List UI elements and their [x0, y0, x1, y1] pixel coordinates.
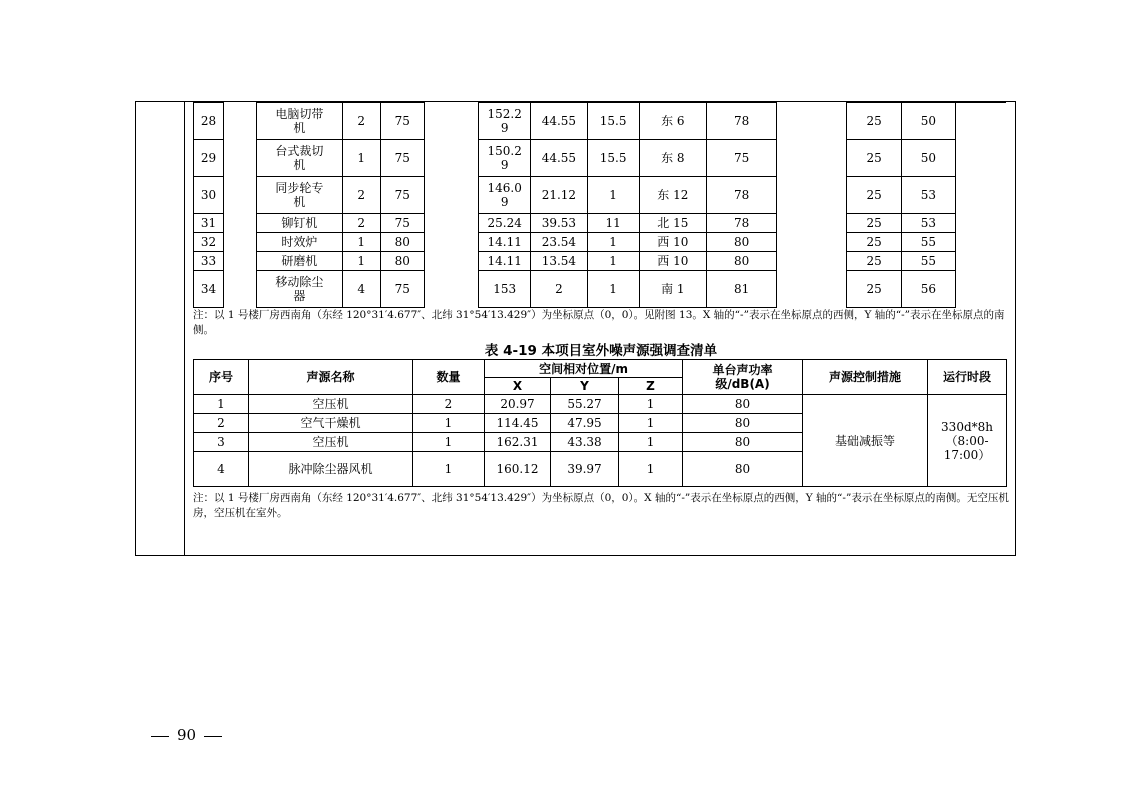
- cell-direction: 南 1: [639, 271, 706, 308]
- cell-x-text: 146.09: [487, 181, 522, 209]
- cell-qty: 2: [413, 395, 485, 414]
- cell-name: [249, 452, 413, 487]
- cell-blank: [777, 214, 847, 233]
- table-row: [194, 395, 1007, 414]
- table-row: [194, 177, 956, 214]
- cell-x-text: 153: [493, 282, 517, 296]
- cell-level: 75: [380, 177, 424, 214]
- page-footer: [143, 726, 230, 744]
- cell-blank: [777, 233, 847, 252]
- table-row: [194, 140, 956, 177]
- cell-blank: [424, 140, 478, 177]
- cell-direction: 东 8: [639, 140, 706, 177]
- cell-y: 44.55: [531, 140, 587, 177]
- cell-level: 80: [380, 252, 424, 271]
- cell-direction: 西 10: [639, 252, 706, 271]
- header-position: 空间相对位置/m: [485, 360, 683, 378]
- table-row: [194, 271, 956, 308]
- cell-x: 162.31: [485, 433, 551, 452]
- cell-name-text: 台式裁切机: [275, 144, 324, 172]
- cell-x-text: 14.11: [487, 235, 522, 249]
- cell-x: [479, 271, 531, 308]
- cell-t: 25: [847, 103, 901, 140]
- cell-power: 80: [683, 433, 803, 452]
- cell-y: 55.27: [551, 395, 619, 414]
- cell-y: 43.38: [551, 433, 619, 452]
- cell-y: 13.54: [531, 252, 587, 271]
- cell-power: 80: [683, 414, 803, 433]
- table-row: [194, 214, 956, 233]
- cell-power: 80: [683, 452, 803, 487]
- cell-blank: [777, 271, 847, 308]
- cell-x: [479, 177, 531, 214]
- cell-lp: 80: [706, 233, 776, 252]
- period-line1: 330d*8h: [941, 419, 993, 434]
- cell-lp: 81: [706, 271, 776, 308]
- cell-level: 75: [380, 103, 424, 140]
- cell-power: 80: [683, 395, 803, 414]
- cell-blank: [224, 140, 257, 177]
- table-row: [194, 103, 956, 140]
- cell-x: [479, 140, 531, 177]
- cell-qty: 1: [342, 233, 380, 252]
- frame-divider: [184, 101, 185, 556]
- cell-qty: 1: [413, 414, 485, 433]
- cell-no: 31: [194, 214, 224, 233]
- page-number: 90: [177, 726, 197, 744]
- cell-qty: 2: [342, 214, 380, 233]
- cell-name: [257, 214, 342, 233]
- cell-lp: 78: [706, 103, 776, 140]
- cell-t: 25: [847, 271, 901, 308]
- cell-qty: 1: [413, 433, 485, 452]
- cell-lp: 75: [706, 140, 776, 177]
- cell-no: 32: [194, 233, 224, 252]
- cell-blank: [424, 252, 478, 271]
- cell-no: 33: [194, 252, 224, 271]
- cell-name: [257, 271, 342, 308]
- cell-y: 21.12: [531, 177, 587, 214]
- cell-blank: [777, 140, 847, 177]
- cell-qty: 1: [342, 252, 380, 271]
- cell-period: [928, 395, 1007, 487]
- table-row: [194, 233, 956, 252]
- cell-l2: 50: [901, 140, 955, 177]
- cell-no: 1: [194, 395, 249, 414]
- cell-level: 75: [380, 214, 424, 233]
- cell-x-text: 150.29: [487, 144, 522, 172]
- cell-lp: 80: [706, 252, 776, 271]
- cell-name-text: 时效炉: [281, 235, 318, 249]
- cell-x: 20.97: [485, 395, 551, 414]
- cell-name: [249, 414, 413, 433]
- table-row: [194, 252, 956, 271]
- table2-note: 注：以 1 号楼厂房西南角（东经 120°31′4.677″、北纬 31°54′13.429″）为坐标原点（0，0）。X 轴的“-”表示在坐标原点的西侧，Y 轴的“-”表示在坐标原点的南侧。无空压机房，空压机在室外。: [193, 492, 1009, 519]
- cell-qty: 2: [342, 177, 380, 214]
- cell-no: 2: [194, 414, 249, 433]
- cell-x-text: 25.24: [487, 216, 522, 230]
- cell-l2: 53: [901, 177, 955, 214]
- footer-dash-right: [204, 736, 222, 737]
- cell-t: 25: [847, 140, 901, 177]
- cell-t: 25: [847, 252, 901, 271]
- outdoor-noise-table: [193, 359, 1007, 487]
- cell-z: 1: [619, 414, 683, 433]
- cell-level: 75: [380, 271, 424, 308]
- cell-no: 3: [194, 433, 249, 452]
- cell-name: [257, 177, 342, 214]
- cell-qty: 2: [342, 103, 380, 140]
- cell-t: 25: [847, 214, 901, 233]
- cell-name-text: 空压机: [312, 397, 349, 411]
- cell-x-text: 152.29: [487, 107, 522, 135]
- cell-control: 基础减振等: [803, 395, 928, 487]
- cell-y: 39.97: [551, 452, 619, 487]
- cell-name-text: 研磨机: [281, 254, 318, 268]
- cell-z: 1: [587, 233, 639, 252]
- cell-x: 160.12: [485, 452, 551, 487]
- period-line2: （8:00-17:00）: [943, 433, 991, 462]
- cell-x: [479, 103, 531, 140]
- cell-name-text: 铆钉机: [281, 216, 318, 230]
- cell-no: 29: [194, 140, 224, 177]
- cell-l2: 55: [901, 233, 955, 252]
- cell-name-text: 脉冲除尘器风机: [288, 462, 373, 476]
- cell-l2: 50: [901, 103, 955, 140]
- table1-note: 注：以 1 号楼厂房西南角（东经 120°31′4.677″、北纬 31°54′13.429″）为坐标原点（0，0）。见附图 13。X 轴的“-”表示在坐标原点的西侧，Y 轴的“-”表示在坐标原点的南侧。: [193, 309, 1005, 336]
- cell-qty: 1: [342, 140, 380, 177]
- header-x: X: [485, 378, 551, 395]
- cell-z: 11: [587, 214, 639, 233]
- cell-no: 30: [194, 177, 224, 214]
- cell-x: 114.45: [485, 414, 551, 433]
- header-name: 声源名称: [249, 360, 413, 395]
- cell-name: [249, 433, 413, 452]
- cell-blank: [224, 271, 257, 308]
- cell-blank: [777, 252, 847, 271]
- cell-z: 1: [619, 395, 683, 414]
- header-y: Y: [551, 378, 619, 395]
- cell-no: 28: [194, 103, 224, 140]
- cell-level: 75: [380, 140, 424, 177]
- cell-l2: 56: [901, 271, 955, 308]
- cell-lp: 78: [706, 177, 776, 214]
- cell-level: 80: [380, 233, 424, 252]
- cell-y: 39.53: [531, 214, 587, 233]
- cell-blank: [777, 103, 847, 140]
- cell-x: [479, 233, 531, 252]
- cell-blank: [224, 103, 257, 140]
- cell-no: 34: [194, 271, 224, 308]
- cell-blank: [424, 177, 478, 214]
- cell-l2: 53: [901, 214, 955, 233]
- header-power: 单台声功率级/dB(A): [683, 360, 803, 395]
- equipment-noise-table: [193, 102, 956, 308]
- header-no: 序号: [194, 360, 249, 395]
- cell-z: 15.5: [587, 140, 639, 177]
- cell-blank: [224, 177, 257, 214]
- cell-name: [257, 233, 342, 252]
- cell-blank: [424, 103, 478, 140]
- cell-z: 1: [587, 271, 639, 308]
- cell-y: 23.54: [531, 233, 587, 252]
- footer-dash-left: [151, 736, 169, 737]
- cell-l2: 55: [901, 252, 955, 271]
- cell-x-text: 14.11: [487, 254, 522, 268]
- cell-t: 25: [847, 233, 901, 252]
- cell-z: 1: [587, 252, 639, 271]
- cell-direction: 东 6: [639, 103, 706, 140]
- cell-name-text: 同步轮专机: [275, 181, 324, 209]
- cell-blank: [424, 233, 478, 252]
- cell-direction: 北 15: [639, 214, 706, 233]
- cell-x: [479, 214, 531, 233]
- cell-blank: [224, 233, 257, 252]
- cell-z: 1: [619, 452, 683, 487]
- cell-name: [249, 395, 413, 414]
- table-4-19-caption: 表 4-19 本项目室外噪声源强调查清单: [484, 343, 718, 359]
- cell-x: [479, 252, 531, 271]
- cell-name-text: 移动除尘器: [275, 275, 324, 303]
- cell-direction: 西 10: [639, 233, 706, 252]
- cell-blank: [224, 214, 257, 233]
- header-period: 运行时段: [928, 360, 1007, 395]
- cell-y: 47.95: [551, 414, 619, 433]
- cell-name-text: 空气干燥机: [300, 416, 361, 430]
- cell-name-text: 空压机: [312, 435, 349, 449]
- cell-no: 4: [194, 452, 249, 487]
- header-control: 声源控制措施: [803, 360, 928, 395]
- cell-name: [257, 252, 342, 271]
- cell-name-text: 电脑切带机: [275, 107, 324, 135]
- cell-z: 1: [587, 177, 639, 214]
- cell-blank: [224, 252, 257, 271]
- cell-y: 44.55: [531, 103, 587, 140]
- cell-blank: [424, 214, 478, 233]
- cell-t: 25: [847, 177, 901, 214]
- cell-y: 2: [531, 271, 587, 308]
- cell-direction: 东 12: [639, 177, 706, 214]
- cell-name: [257, 140, 342, 177]
- cell-qty: 1: [413, 452, 485, 487]
- cell-name: [257, 103, 342, 140]
- cell-lp: 78: [706, 214, 776, 233]
- header-qty: 数量: [413, 360, 485, 395]
- cell-blank: [424, 271, 478, 308]
- cell-z: 15.5: [587, 103, 639, 140]
- cell-qty: 4: [342, 271, 380, 308]
- cell-z: 1: [619, 433, 683, 452]
- cell-blank: [777, 177, 847, 214]
- header-z: Z: [619, 378, 683, 395]
